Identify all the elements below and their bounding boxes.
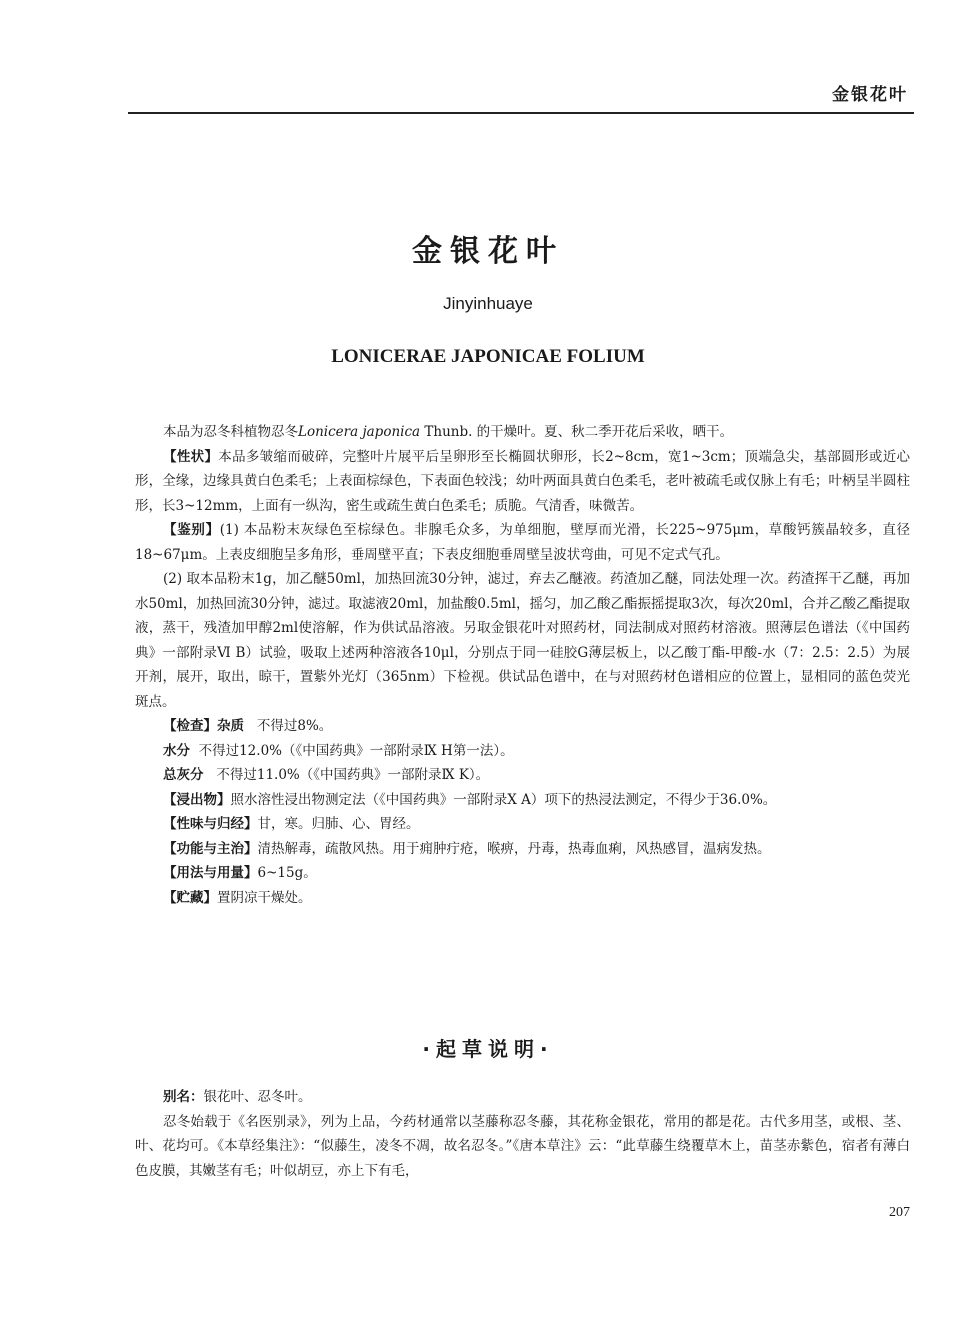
jianbie-paragraph-2: (2) 取本品粉末1g，加乙醚50ml，加热回流30分钟，滤过，弃去乙醚液。药渣加乙醚，同法处理一次。药渣挥干乙醚，再加水50ml，加热回流30分钟，滤过。取滤液20ml，加盐酸0.5ml，摇匀，加乙酸乙酯振摇提取3次，每次20ml，合并乙酸乙酯提取液，蒸干，残渣加甲醇2ml使溶解，作为供试品溶液。另取金银花叶对照药材，同法制成对照药材溶液。照薄层色谱法（《中国药典》一部附录Ⅵ B）试验，吸取上述两种溶液各10μl，分别点于同一硅胶G薄层板上，以乙酸丁酯-甲酸-水（7：2.5：2.5）为展开剂，展开，取出，晾干，置紫外光灯（365nm）下检视。供试品色谱中，在与对照药材色谱相应的位置上，显相同的蓝色荧光斑点。 bbox=[135, 571, 910, 710]
zhucang-paragraph bbox=[135, 886, 910, 911]
gongneng-paragraph bbox=[135, 837, 910, 862]
zhucang-text: 置阴凉干燥处。 bbox=[217, 889, 312, 906]
qicao-section-heading: ·起草说明· bbox=[422, 1037, 554, 1061]
intro-text-pre: 本品为忍冬科植物忍冬 bbox=[163, 424, 298, 440]
bieming-text: 银花叶、忍冬叶。 bbox=[203, 1089, 312, 1105]
xingzhuang-text: 本品多皱缩而破碎，完整叶片展平后呈卵形至长椭圆状卵形，长2~8cm，宽1~3cm；顶端急尖，基部圆形或近心形，全缘，边缘具黄白色柔毛；上表面棕绿色，下表面色较浅；幼叶两面具黄白色柔毛，老叶被疏毛或仅脉上有毛；叶柄呈半圆柱形，长3~12mm，上面有一纵沟，密生或疏生黄白色柔毛；质脆。气清香，味微苦。 bbox=[135, 448, 911, 514]
jinchuwu-paragraph bbox=[135, 788, 910, 813]
bieming-paragraph bbox=[135, 1085, 910, 1110]
zonghuifen-text: 不得过11.0%（《中国药典》一部附录Ⅸ K）。 bbox=[216, 767, 490, 783]
jianbie-label: 【鉴别】 bbox=[163, 522, 220, 538]
intro-paragraph bbox=[135, 420, 910, 445]
shuifen-label: 水分 bbox=[163, 742, 190, 759]
jiancha-label: 【检查】 bbox=[163, 718, 217, 734]
pinyin-name: Jinyinhuaye bbox=[443, 294, 533, 313]
xingwei-paragraph bbox=[135, 812, 910, 837]
header-rule bbox=[128, 112, 914, 114]
zonghuifen-paragraph bbox=[135, 763, 910, 788]
gongneng-label: 【功能与主治】 bbox=[163, 840, 258, 857]
monograph-title: 金银花叶 bbox=[412, 234, 564, 269]
xingzhuang-label: 【性状】 bbox=[163, 448, 219, 465]
jianbie-paragraph-1 bbox=[135, 518, 910, 567]
zonghuifen-label: 总灰分 bbox=[163, 767, 204, 783]
jiancha-text: 不得过8%。 bbox=[256, 718, 333, 734]
page-number: 207 bbox=[889, 1205, 910, 1220]
jianbie-text-1: (1) 本品粉末灰绿色至棕绿色。非腺毛众多，为单细胞，壁厚而光滑，长225~975μm，草酸钙簇晶较多，直径18~67μm。上表皮细胞呈多角形，垂周壁平直；下表皮细胞垂周壁呈波状弯曲，可见不定式气孔。 bbox=[135, 522, 911, 563]
yongfa-label: 【用法与用量】 bbox=[163, 865, 258, 881]
zhucang-label: 【贮藏】 bbox=[163, 889, 217, 906]
qicao-body bbox=[135, 1085, 910, 1183]
jiancha-sub-label: 杂质 bbox=[217, 718, 244, 734]
bieming-label: 别名： bbox=[163, 1089, 204, 1105]
qicao-paragraph-1: 忍冬始载于《名医别录》，列为上品，今药材通常以茎藤称忍冬藤，其花称金银花，常用的都是花。古代多用茎，或根、茎、叶、花均可。《本草经集注》：“似藤生，凌冬不凋，故名忍冬。”《唐本草注》云：“此草藤生绕覆草木上，苗茎赤紫色，宿者有薄白色皮膜，其嫩茎有毛；叶似胡豆，亦上下有毛， bbox=[135, 1113, 910, 1179]
latin-species-name: Lonicera japonica bbox=[298, 424, 421, 440]
running-head-title: 金银花叶 bbox=[832, 85, 908, 105]
yongfa-paragraph bbox=[135, 861, 910, 886]
jinchuwu-text: 照水溶性浸出物测定法（《中国药典》一部附录Ⅹ A）项下的热浸法测定，不得少于36.0%。 bbox=[230, 791, 777, 808]
shuifen-paragraph bbox=[135, 739, 910, 764]
shuifen-text: 不得过12.0%（《中国药典》一部附录Ⅸ H第一法）。 bbox=[198, 742, 514, 759]
xingzhuang-paragraph bbox=[135, 445, 910, 519]
gongneng-text: 清热解毒，疏散风热。用于痈肿疔疮，喉痹，丹毒，热毒血痢，风热感冒，温病发热。 bbox=[257, 840, 771, 857]
xingwei-text: 甘，寒。归肺、心、胃经。 bbox=[257, 816, 420, 832]
yongfa-text: 6~15g。 bbox=[257, 865, 317, 881]
jinchuwu-label: 【浸出物】 bbox=[163, 791, 231, 808]
xingwei-label: 【性味与归经】 bbox=[163, 816, 258, 832]
monograph-body bbox=[135, 420, 910, 910]
jiancha-paragraph bbox=[135, 714, 910, 739]
intro-text-post: Thunb. 的干燥叶。夏、秋二季开花后采收，晒干。 bbox=[420, 424, 734, 440]
latin-name: LONICERAE JAPONICAE FOLIUM bbox=[331, 346, 645, 367]
